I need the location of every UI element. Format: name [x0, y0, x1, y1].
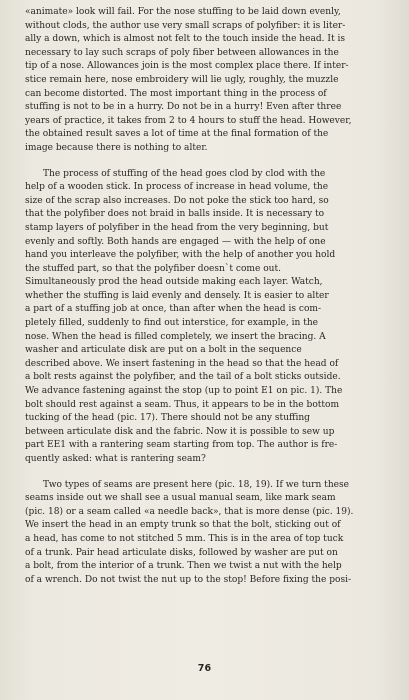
text-line: image because there is nothing to alter. — [25, 142, 208, 153]
text-line: stuffing is not to be in a hurry. Do not be in a hurry! Even after three — [25, 102, 342, 113]
text-line: whether the stuffing is laid evenly and densely. It is easier to alter — [25, 290, 329, 301]
text-line: a bolt, from the interior of a trunk. Then we twist a nut with the help — [25, 561, 342, 572]
text-line: the obtained result saves a lot of time at the final formation of the — [25, 129, 329, 140]
text-line: stice remain here, nose embroidery will lie ugly, roughly, the muzzle — [25, 74, 339, 85]
text-line: nose. When the head is filled completely, we insert the bracing. A — [25, 331, 326, 342]
text-line: between articulate disk and the fabric. Now it is possible to sew up — [25, 426, 335, 437]
text-line: «animate» look will fail. For the nose stuffing to be laid down evenly, — [25, 7, 341, 17]
paragraph-spacer — [25, 467, 390, 479]
text-line: washer and articulate disk are put on a bolt in the sequence — [25, 345, 302, 356]
text-line: hand you interleave the polyfiber, with the help of another you hold — [25, 250, 336, 261]
text-line: can become distorted. The most important thing in the process of — [25, 88, 327, 99]
text-line: tip of a nose. Allowances join is the most complex place there. If inter- — [25, 61, 349, 72]
text-line: ally a down, which is almost not felt to the touch inside the head. It is — [25, 34, 346, 45]
page-body — [25, 6, 390, 587]
text-line: Two types of seams are present here (pic. 18, 19). If we turn these — [43, 479, 349, 490]
text-line: We advance fastening against the stop (up to point E1 on pic. 1). The — [25, 386, 343, 397]
page-number: 76 — [197, 663, 212, 674]
text-line: bolt should rest against a seam. Thus, it appears to be in the bottom — [25, 399, 340, 410]
paragraph-spacer — [25, 156, 390, 168]
text-line: pletely filled, suddenly to find out interstice, for example, in the — [25, 318, 319, 329]
text-line: a part of a stuffing job at once, than after when the head is com- — [25, 304, 322, 315]
text-line: the stuffed part, so that the polyfiber doesn`t come out. — [25, 263, 281, 274]
text-line: years of practice, it takes from 2 to 4 hours to stuff the head. However, — [25, 115, 352, 126]
text-line: part EE1 with a rantering seam starting from top. The author is fre- — [25, 440, 338, 451]
text-line: size of the scrap also increases. Do not poke the stick too hard, so — [25, 195, 329, 206]
text-line: of a trunk. Pair head articulate disks, followed by washer are put on — [25, 547, 338, 558]
text-line: help of a wooden stick. In process of increase in head volume, the — [25, 182, 329, 193]
text-line: necessary to lay such scraps of poly fiber between allowances in the — [25, 47, 339, 58]
text-line: stamp layers of polyfiber in the head from the very beginning, but — [25, 222, 329, 233]
text-line: We insert the head in an empty trunk so that the bolt, sticking out of — [25, 520, 341, 531]
text-line: without clods, the author use very small scraps of polyfiber: it is liter- — [25, 20, 346, 31]
text-line: tucking of the head (pic. 17). There should not be any stuffing — [25, 413, 310, 424]
text-line: seams inside out we shall see a usual manual seam, like mark seam — [25, 493, 336, 504]
text-line: The process of stuffing of the head goes clod by clod with the — [43, 168, 326, 179]
text-line: of a wrench. Do not twist the nut up to the stop! Before fixing the posi- — [25, 574, 352, 585]
text-line: evenly and softly. Both hands are engaged — with the help of one — [25, 236, 326, 247]
text-line: quently asked: what is rantering seam? — [25, 454, 206, 464]
text-line: a head, has come to not stitched 5 mm. This is in the area of top tuck — [25, 533, 344, 544]
paragraph-3 — [25, 479, 390, 588]
text-line: Simultaneously prod the head outside making each layer. Watch, — [25, 277, 323, 288]
text-line: a bolt rests against the polyfiber, and the tail of a bolt sticks outside. — [25, 372, 341, 383]
paragraph-1 — [25, 6, 390, 156]
text-line: described above. We insert fastening in the head so that the head of — [25, 358, 339, 369]
text-line: (pic. 18) or a seam called «a needle back», that is more dense (pic. 19). — [25, 506, 354, 517]
paragraph-2 — [25, 168, 390, 467]
text-line: that the polyfiber does not braid in balls inside. It is necessary to — [25, 209, 325, 220]
